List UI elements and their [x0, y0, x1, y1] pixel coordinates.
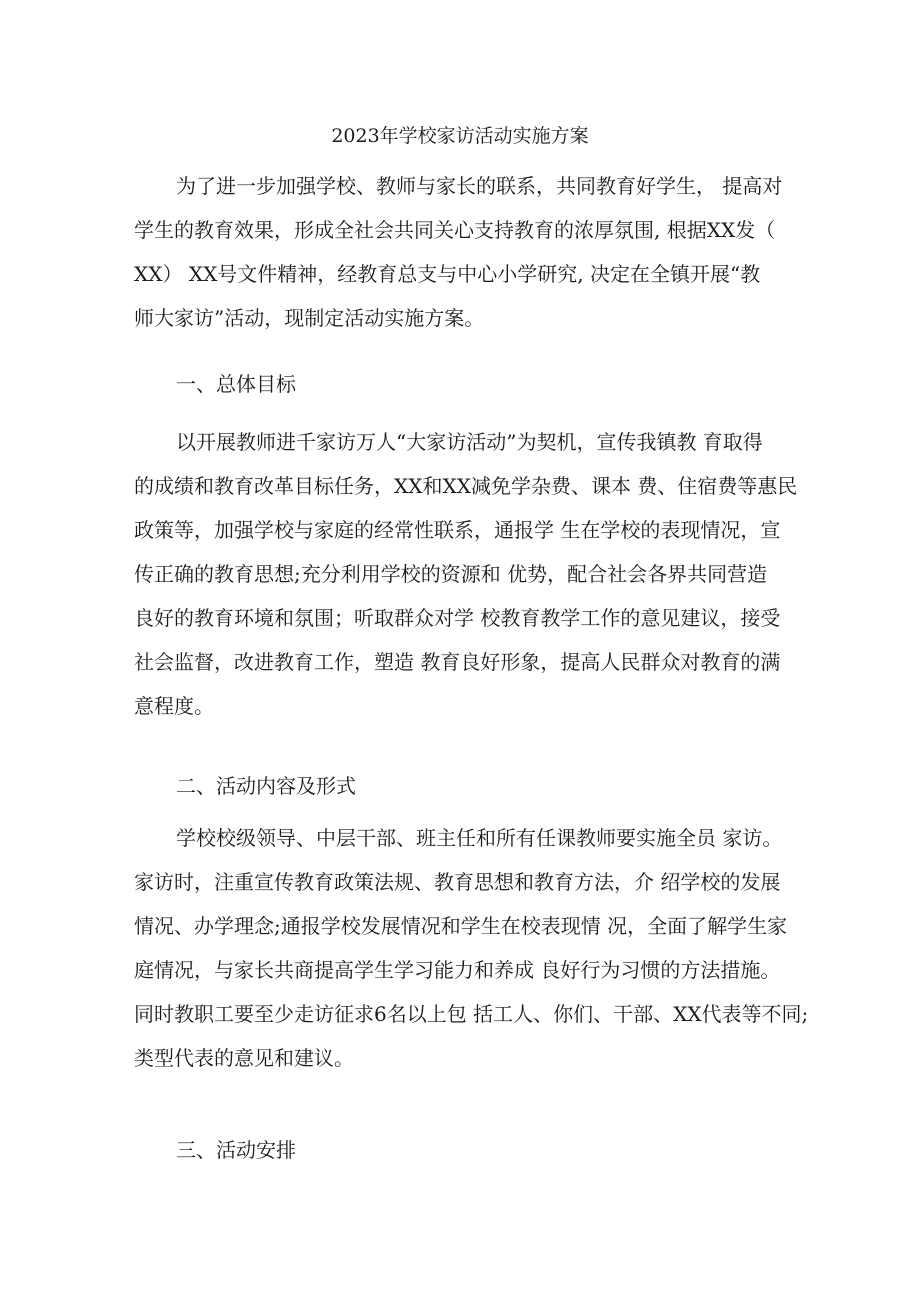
paragraph-line: 意程度。: [134, 694, 214, 718]
paragraph-line: 学校校级领导、中层干部、班主任和所有任课教师要实施全员 家访。: [176, 826, 783, 850]
document-title: 2023年学校家访活动实施方案: [331, 125, 589, 147]
paragraph-line: 良好的教育环境和氛围；听取群众对学 校教育教学工作的意见建议，接受: [134, 606, 781, 630]
paragraph-line: 学生的教育效果，形成全社会共同关心支持教育的浓厚氛围, 根据XX发（: [134, 218, 776, 242]
paragraph-line: 为了进一步加强学校、教师与家长的联系，共同教育好学生， 提高对: [176, 174, 783, 198]
paragraph-line: 传正确的教育思想;充分利用学校的资源和 优势，配合社会各界共同营造: [134, 562, 768, 586]
paragraph-line: 社会监督，改进教育工作，塑造 教育良好形象，提高人民群众对教育的满: [134, 650, 781, 674]
paragraph-line: 政策等，加强学校与家庭的经常性联系，通报学 生在学校的表现情况，宣: [134, 518, 781, 542]
paragraph-line: 师大家访”活动，现制定活动实施方案。: [134, 306, 485, 330]
paragraph-line: 的成绩和教育改革目标任务，XX和XX减免学杂费、课本 费、住宿费等惠民: [134, 474, 798, 498]
paragraph-line: 类型代表的意见和建议。: [134, 1046, 354, 1070]
section2-paragraph: [134, 816, 809, 1080]
paragraph-line: 以开展教师进千家访万人“大家访活动”为契机，宣传我镇教 育取得: [176, 430, 763, 454]
section-heading-arrangement: 三、活动安排: [176, 1138, 296, 1162]
paragraph-line: 庭情况，与家长共商提高学生学习能力和养成 良好行为习惯的方法措施。: [134, 958, 781, 982]
paragraph-line: 情况、办学理念;通报学校发展情况和学生在校表现情 况，全面了解学生家: [134, 914, 788, 938]
section-heading-content-form: 二、活动内容及形式: [176, 774, 356, 798]
paragraph-line: XX） XX号文件精神，经教育总支与中心小学研究, 决定在全镇开展“教: [134, 262, 761, 286]
paragraph-line: 家访时，注重宣传教育政策法规、教育思想和教育方法，介 绍学校的发展: [134, 870, 781, 894]
paragraph-line: 同时教职工要至少走访征求6名以上包 括工人、你们、干部、XX代表等不同;: [134, 1002, 809, 1026]
intro-paragraph: [134, 164, 794, 340]
section1-paragraph: [134, 420, 798, 728]
section-heading-overall-goal: 一、总体目标: [176, 372, 296, 396]
